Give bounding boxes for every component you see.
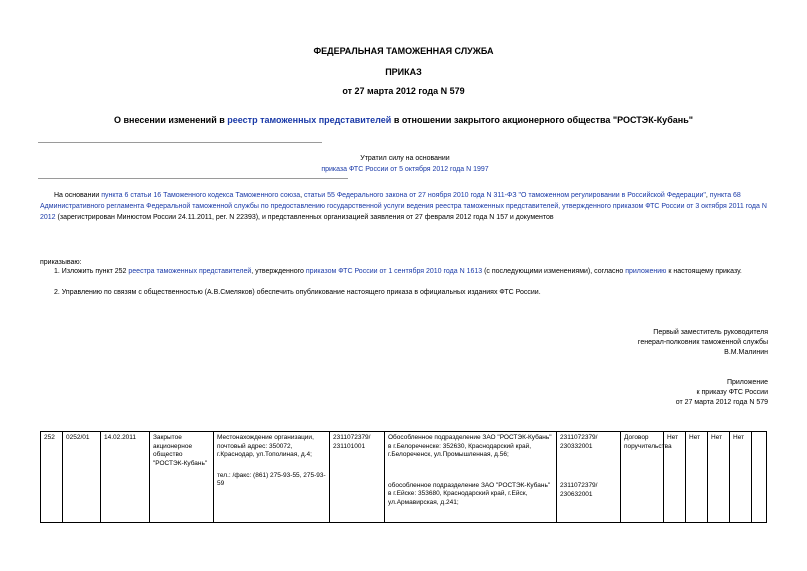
branch-1: Обособленное подразделение ЗАО "РОСТЭК-Кубань" в г.Белореченске: 352630, Краснодарский край, г.Белореченск, ул.Промышленная, д.56; (388, 434, 552, 458)
status-text: Утратил силу на основании (360, 155, 450, 162)
appendix-ref: к приказу ФТС России (696, 389, 768, 396)
cell-org-type: Закрытое акционерное общество "РОСТЭК-Кубань" (150, 432, 214, 523)
appendix-block (440, 378, 768, 408)
cell-number: 252 (41, 432, 63, 523)
signature-position: Первый заместитель руководителя (653, 329, 768, 336)
branch-2: обособленное подразделение ЗАО "РОСТЭК-Кубань" в г.Ейске: 353680, Краснодарский край, г.Ейск, ул.Армавирская, д.241; (388, 481, 551, 506)
federal-law-link[interactable]: статьи 55 Федерального закона от 27 ноября 2010 года N 311-ФЗ "О таможенном регулировании в Российской Федерации" (304, 192, 706, 199)
cell-branch-inn (557, 432, 621, 523)
title-suffix: в отношении закрытого акционерного общества "РОСТЭК-Кубань" (391, 115, 693, 125)
preamble-paragraph: На основании пункта 6 статьи 16 Таможенного кодекса Таможенного союза, статьи 55 Федерального закона от 27 ноября 2010 года N 311-ФЗ "О таможенном регулировании в Российской Федерации", пункта 68 Административного регламента Федеральной таможенной службы по предоставлению государственной услуги ведения реестра таможенных представителей, утвержденного приказом ФТС России от 3 октября 2011 года N 2012 (зарегистрирован Минюстом России 24.11.2011, рег. N 22393), и представленных организацией заявления от 27 февраля 2012 года N 157 и документов (40, 192, 767, 221)
document-date: от 27 марта 2012 года N 579 (342, 86, 465, 96)
document-type: ПРИКАЗ (385, 67, 422, 77)
cell-contract: Договор поручительства (621, 432, 664, 523)
status-divider-bottom (38, 178, 348, 179)
registry-table (40, 431, 767, 523)
branch-1-inn: 2311072379/ 230332001 (560, 434, 598, 450)
order-item-1: 1. Изложить пункт 252 реестра таможенных представителей, утвержденного приказом ФТС России от 1 сентября 2010 года N 1613 (с последующими изменениями), согласно приложению к настоящему приказу. (54, 268, 742, 275)
signature-name: В.М.Малинин (724, 349, 768, 356)
cell-empty (752, 432, 767, 523)
phone-text: тел.: /факс: (861) 275-93-55, 275-93-59 (217, 471, 326, 487)
title-registry-link[interactable]: реестр таможенных представителей (227, 115, 392, 125)
appendix-date: от 27 марта 2012 года N 579 (675, 399, 768, 406)
title-prefix: О внесении изменений в (113, 115, 228, 125)
cell-inn: 2311072379/ 231101001 (330, 432, 385, 523)
branch-2-inn: 2311072379/ 230632001 (560, 482, 598, 498)
cell-flag-2: Нет (686, 432, 708, 523)
status-order-link[interactable]: приказа ФТС России от 5 октября 2012 года N 1997 (321, 166, 489, 173)
document-title (0, 115, 807, 125)
signature-block (440, 328, 768, 358)
cell-code: 0252/01 (63, 432, 101, 523)
cell-address (214, 432, 330, 523)
cell-branches (385, 432, 557, 523)
cell-flag-4: Нет (730, 432, 752, 523)
regulation-link[interactable]: пункта 68 Административного регламента Федеральной таможенной службы по предоставлению государственной услуги ведения реестра таможенных представителей, утвержденного приказом ФТС России от 3 октября 2011 года N 2012 (40, 192, 767, 221)
order-word: приказываю: (40, 259, 82, 266)
appendix-title: Приложение (726, 379, 768, 386)
agency-name: ФЕДЕРАЛЬНАЯ ТАМОЖЕННАЯ СЛУЖБА (313, 46, 494, 56)
order-item-2: 2. Управлению по связям с общественностью (А.В.Смеляков) обеспечить опубликование настоящего приказа в официальных изданиях ФТС России. (54, 289, 541, 296)
address-text: Местонахождение организации, почтовый адрес: 350072, г.Краснодар, ул.Тополиная, д.4; (217, 434, 314, 458)
status-divider-top (38, 142, 322, 143)
order-1613-link[interactable]: приказом ФТС России от 1 сентября 2010 года N 1613 (305, 268, 483, 275)
cell-flag-1: Нет (664, 432, 686, 523)
table-row (41, 432, 767, 523)
cell-flag-3: Нет (708, 432, 730, 523)
registry-link[interactable]: реестра таможенных представителей (128, 268, 252, 275)
signature-rank: генерал-полковник таможенной службы (637, 339, 768, 346)
customs-code-link[interactable]: пункта 6 статьи 16 Таможенного кодекса Таможенного союза (101, 192, 301, 199)
cell-date: 14.02.2011 (101, 432, 150, 523)
appendix-link[interactable]: приложению (625, 268, 667, 275)
